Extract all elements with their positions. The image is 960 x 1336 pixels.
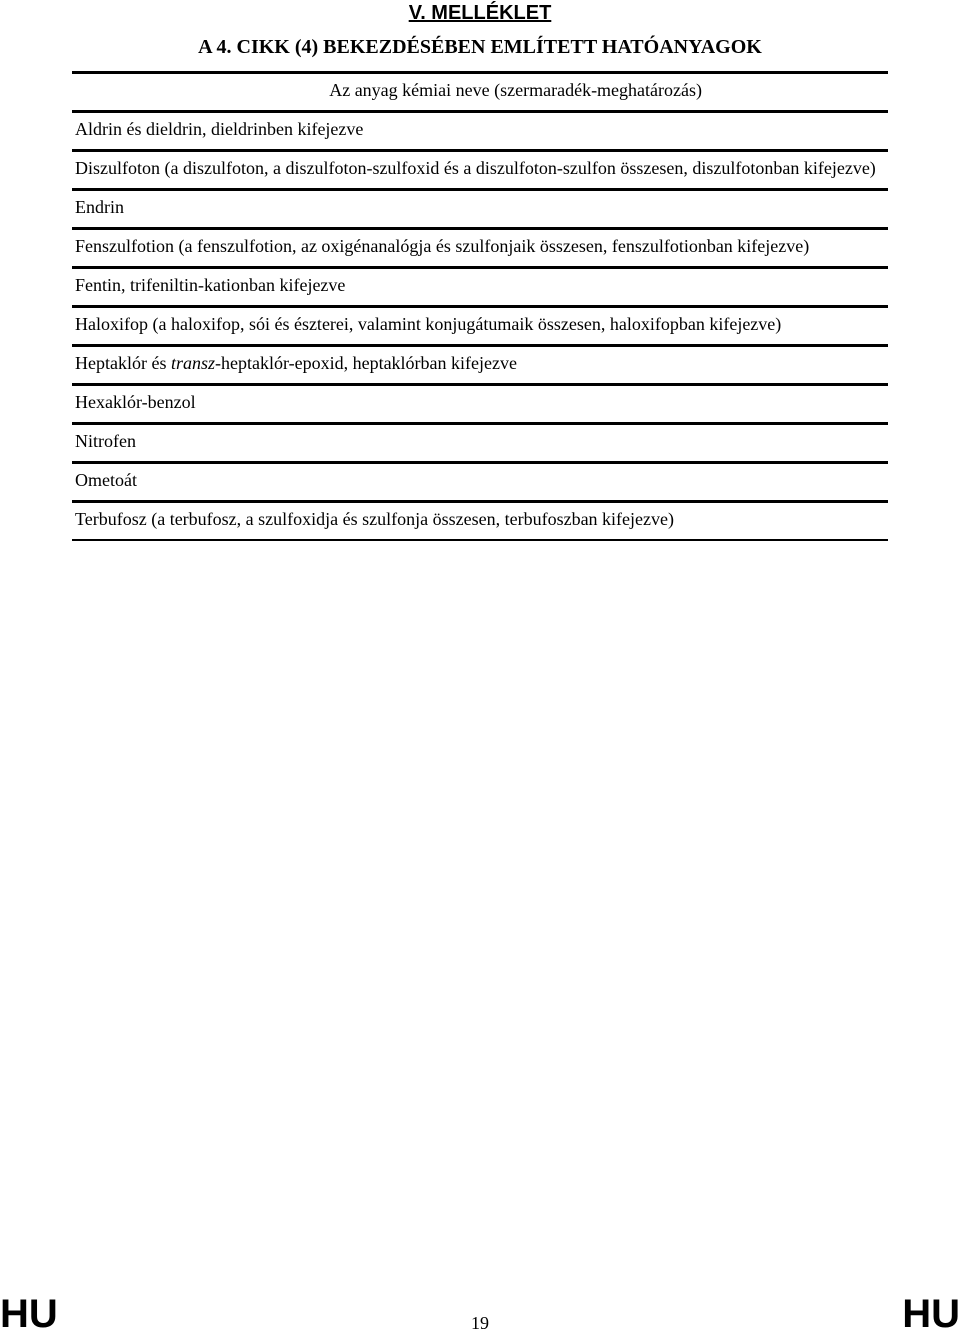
- substance-name: Fentin, trifeniltin-kationban kifejezve: [75, 275, 346, 295]
- substance-name: Diszulfoton (a diszulfoton, a diszulfoton-szulfoxid és a diszulfoton-szulfon összesen, diszulfotonban kifejezve): [75, 158, 876, 178]
- table-row: [72, 113, 888, 152]
- substance-name-prefix: Heptaklór és: [75, 353, 171, 373]
- table-row: [72, 308, 888, 347]
- table-row: [72, 425, 888, 464]
- substance-name: Fenszulfotion (a fenszulfotion, az oxigénanalógja és szulfonjaik összesen, fenszulfotionban kifejezve): [75, 236, 810, 256]
- table-row: [72, 464, 888, 503]
- substance-name: Haloxifop (a haloxifop, sói és észterei, valamint konjugátumaik összesen, haloxifopban kifejezve): [75, 314, 782, 334]
- table-row: [72, 503, 888, 541]
- table-row: [72, 347, 888, 386]
- table-row: [72, 230, 888, 269]
- annex-title: [0, 2, 960, 25]
- annex-title-text: V. MELLÉKLET: [408, 2, 552, 24]
- table-column-header: Az anyag kémiai neve (szermaradék-meghatározás): [72, 74, 888, 113]
- substance-name-italic: transz: [170, 353, 215, 373]
- section-heading: A 4. CIKK (4) BEKEZDÉSÉBEN EMLÍTETT HATÓANYAGOK: [198, 36, 762, 58]
- substance-name: Endrin: [75, 197, 124, 217]
- table-row: [72, 386, 888, 425]
- substance-name: Hexaklór-benzol: [75, 392, 196, 412]
- substance-name-suffix: -heptaklór-epoxid, heptaklórban kifejezve: [214, 353, 517, 373]
- table-row: [72, 191, 888, 230]
- table-row: [72, 152, 888, 191]
- table-row: [72, 269, 888, 308]
- substance-name: Aldrin és dieldrin, dieldrinben kifejezve: [75, 119, 364, 139]
- footer-language-code-right: HU: [902, 1292, 960, 1336]
- substances-table: [72, 71, 888, 541]
- substance-name: Nitrofen: [75, 431, 136, 451]
- footer-language-code-left: HU: [0, 1292, 58, 1336]
- page-number: 19: [471, 1313, 489, 1333]
- substance-name: Terbufosz (a terbufosz, a szulfoxidja és szulfonja összesen, terbufoszban kifejezve): [75, 509, 675, 529]
- substance-name: Ometoát: [75, 470, 137, 490]
